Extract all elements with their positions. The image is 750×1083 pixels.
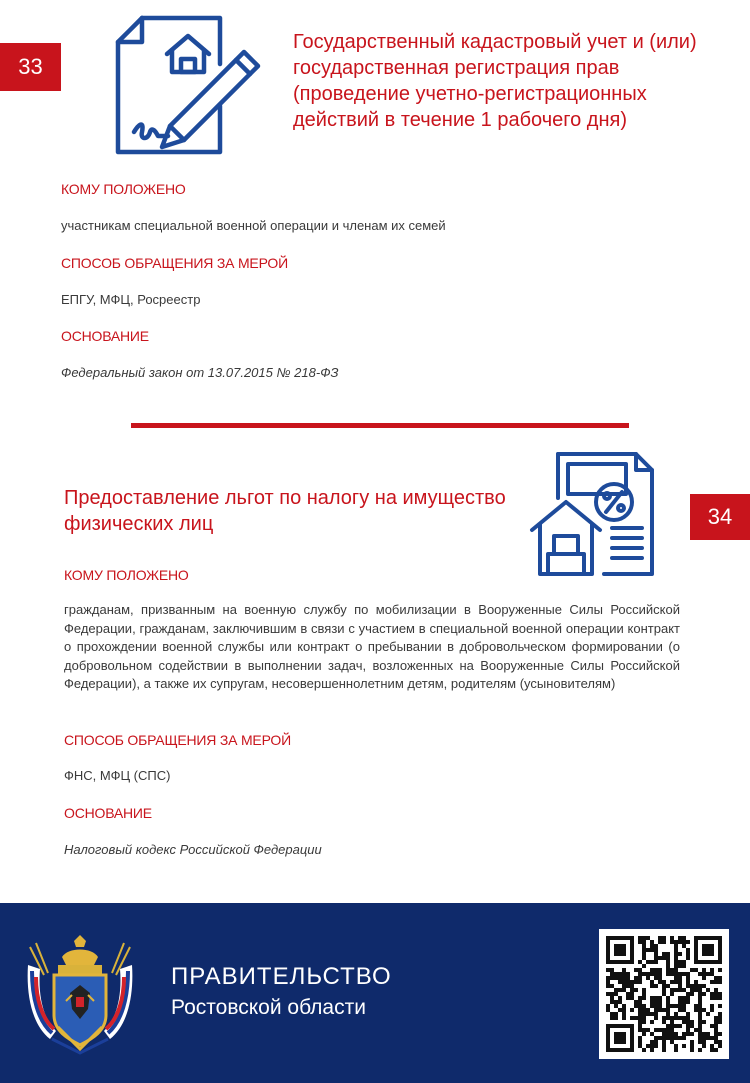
section-number-tab bbox=[0, 43, 61, 91]
basis-text: Налоговый кодекс Российской Федерации bbox=[64, 842, 322, 857]
method-label: СПОСОБ ОБРАЩЕНИЯ ЗА МЕРОЙ bbox=[64, 732, 291, 748]
method-label: СПОСОБ ОБРАЩЕНИЯ ЗА МЕРОЙ bbox=[61, 255, 288, 271]
section-title: Государственный кадастровый учет и (или) государственная регистрация прав (проведение учетно-регистрационных действий в течение 1 рабочего дня) bbox=[293, 31, 697, 131]
org-name-line2: Ростовской области bbox=[171, 996, 366, 1019]
basis-text: Федеральный закон от 13.07.2015 № 218-ФЗ bbox=[61, 365, 339, 380]
section-number-tab bbox=[690, 494, 750, 540]
who-label: КОМУ ПОЛОЖЕНО bbox=[64, 567, 189, 583]
qr-code-icon[interactable] bbox=[599, 929, 729, 1059]
org-name-line1: ПРАВИТЕЛЬСТВО bbox=[171, 963, 392, 990]
document-house-pen-icon bbox=[112, 14, 262, 158]
section-number: 34 bbox=[707, 504, 733, 529]
method-text: ЕПГУ, МФЦ, Росреестр bbox=[61, 292, 201, 307]
method-text: ФНС, МФЦ (СПС) bbox=[64, 768, 171, 783]
footer bbox=[0, 903, 750, 1083]
basis-label: ОСНОВАНИЕ bbox=[61, 328, 149, 344]
house-tax-percent-icon bbox=[528, 450, 658, 578]
basis-label: ОСНОВАНИЕ bbox=[64, 805, 152, 821]
who-text: гражданам, призванным на военную службу по мобилизации в Вооруженные Силы Российской Федерации, гражданам, заключившим в связи с участием в специальной военной операции контракт о прохождении военной службы или контракт о пребывании в добровольческом формировании (о добровольном содействии в выполнении задач, возложенных на Вооруженные Силы Российской Федерации), а также их супругам, несовершеннолетним детям, родителям (усыновителям) bbox=[64, 602, 680, 691]
qr-code-graphic bbox=[599, 929, 729, 1059]
section-divider bbox=[131, 423, 629, 428]
section-number: 33 bbox=[18, 54, 43, 79]
who-label: КОМУ ПОЛОЖЕНО bbox=[61, 181, 186, 197]
who-text: участникам специальной военной операции и членам их семей bbox=[61, 218, 446, 233]
section-title: Предоставление льгот по налогу на имущество физических лиц bbox=[64, 487, 506, 535]
coat-of-arms-icon bbox=[22, 935, 138, 1055]
